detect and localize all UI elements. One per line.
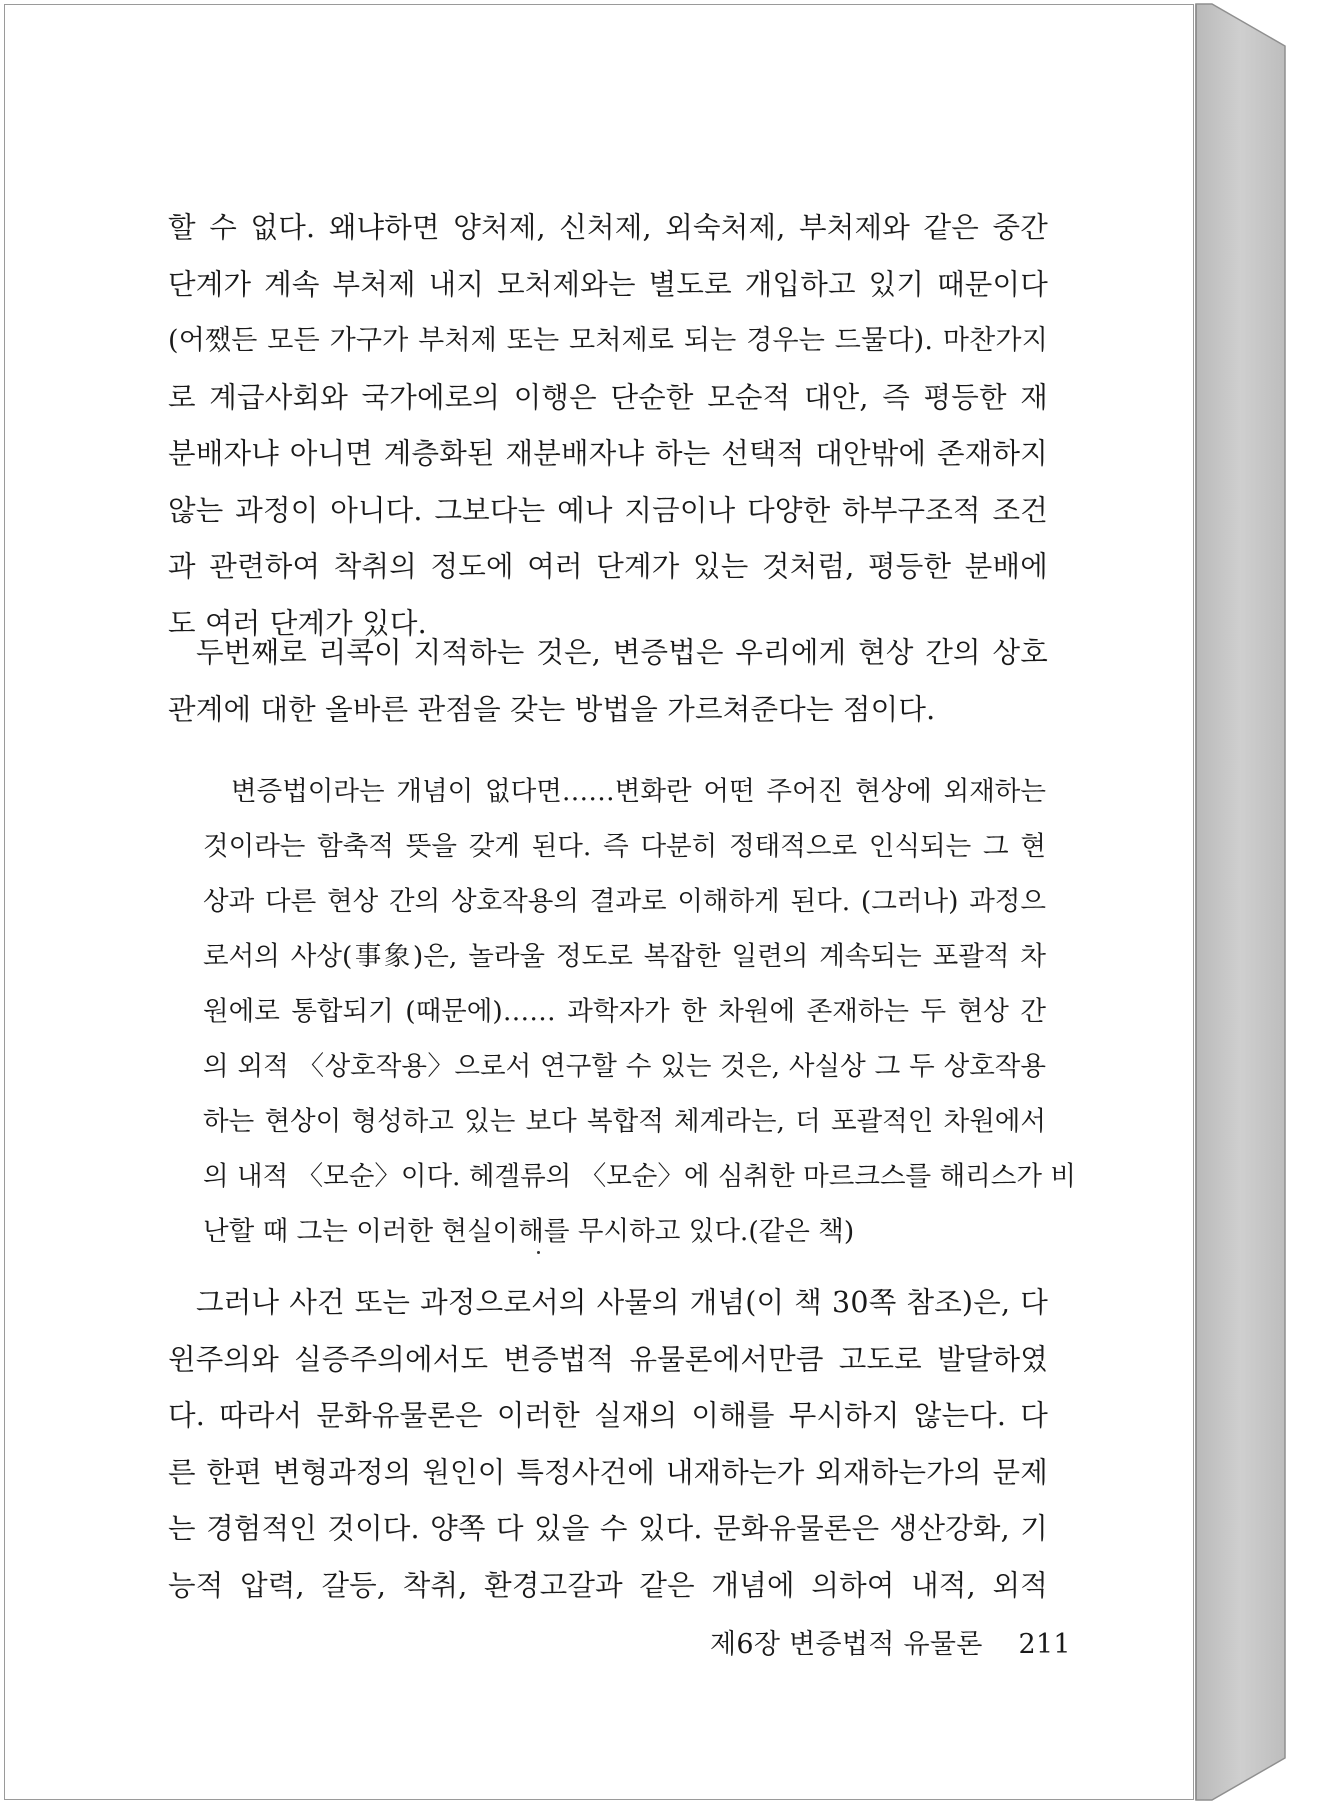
text-line: 과 관련하여 착취의 정도에 여러 단계가 있는 것처럼, 평등한 분배에 (168, 550, 1048, 583)
text-line: 도 여러 단계가 있다. (168, 606, 427, 640)
text-line: 관계에 대한 올바른 관점을 갖는 방법을 가르쳐준다는 점이다. (168, 692, 936, 726)
quote-line: 의 외적 〈상호작용〉으로서 연구할 수 있는 것은, 사실상 그 두 상호작용 (203, 1051, 1046, 1082)
quote-line: 상과 다른 현상 간의 상호작용의 결과로 이해하게 된다. (그러나) 과정으 (203, 886, 1046, 917)
text-line: 는 경험적인 것이다. 양쪽 다 있을 수 있다. 문화유물론은 생산강화, 기 (168, 1512, 1048, 1545)
text-line: 단계가 계속 부처제 내지 모처제와는 별도로 개입하고 있기 때문이다 (168, 267, 1048, 301)
quote-line: 난할 때 그는 이러한 현실이해를 무시하고 있다.(같은 책) (203, 1216, 855, 1247)
quote-line: 것이라는 함축적 뜻을 갖게 된다. 즉 다분히 정태적으로 인식되는 그 현 (203, 831, 1046, 862)
text-line: 할 수 없다. 왜냐하면 양처제, 신처제, 외숙처제, 부처제와 같은 중간 (168, 211, 1048, 244)
text-line: (어쨌든 모든 가구가 부처제 또는 모처제로 되는 경우는 드물다). 마찬가지 (168, 325, 1048, 356)
text-line: 두번째로 리콕이 지적하는 것은, 변증법은 우리에게 현상 간의 상호 (196, 636, 1048, 669)
text-line: 않는 과정이 아니다. 그보다는 예나 지금이나 다양한 하부구조적 조건 (168, 493, 1048, 527)
body-paragraph-1 (168, 200, 1048, 652)
text-line: 능적 압력, 갈등, 착취, 환경고갈과 같은 개념에 의하여 내적, 외적 (168, 1568, 1048, 1602)
body-paragraph-2 (168, 625, 1048, 738)
quote-line: 의 내적 〈모순〉이다. 헤겔류의 〈모순〉에 심취한 마르크스를 해리스가 비 (203, 1161, 1076, 1192)
text-line: 윈주의와 실증주의에서도 변증법적 유물론에서만큼 고도로 발달하였 (168, 1342, 1048, 1376)
body-paragraph-3 (168, 1275, 1048, 1614)
quote-line: 변증법이라는 개념이 없다면……변화란 어떤 주어진 현상에 외재하는 (231, 776, 1046, 807)
quote-line: 원에로 통합되기 (때문에)…… 과학자가 한 차원에 존재하는 두 현상 간 (203, 996, 1046, 1027)
text-line: 그러나 사건 또는 과정으로서의 사물의 개념(이 책 30쪽 참조)은, 다 (196, 1286, 1048, 1319)
quote-block (203, 764, 1076, 1259)
quote-line: 하는 현상이 형성하고 있는 보다 복합적 체계라는, 더 포괄적인 차원에서 (203, 1106, 1046, 1137)
ink-speck (537, 1251, 540, 1254)
text-line: 로 계급사회와 국가에로의 이행은 단순한 모순적 대안, 즉 평등한 재 (168, 380, 1048, 414)
page-footer (710, 1622, 1071, 1661)
page-number: 211 (1018, 1629, 1071, 1660)
text-line: 다. 따라서 문화유물론은 이러한 실재의 이해를 무시하지 않는다. 다 (168, 1399, 1048, 1432)
text-line: 분배자냐 아니면 계층화된 재분배자냐 하는 선택적 대안밖에 존재하지 (168, 437, 1048, 470)
quote-line: 로서의 사상(事象)은, 놀라울 정도로 복잡한 일련의 계속되는 포괄적 차 (203, 941, 1046, 972)
running-head: 제6장 변증법적 유물론 (710, 1629, 983, 1660)
text-line: 른 한편 변형과정의 원인이 특정사건에 내재하는가 외재하는가의 문제 (168, 1455, 1048, 1489)
